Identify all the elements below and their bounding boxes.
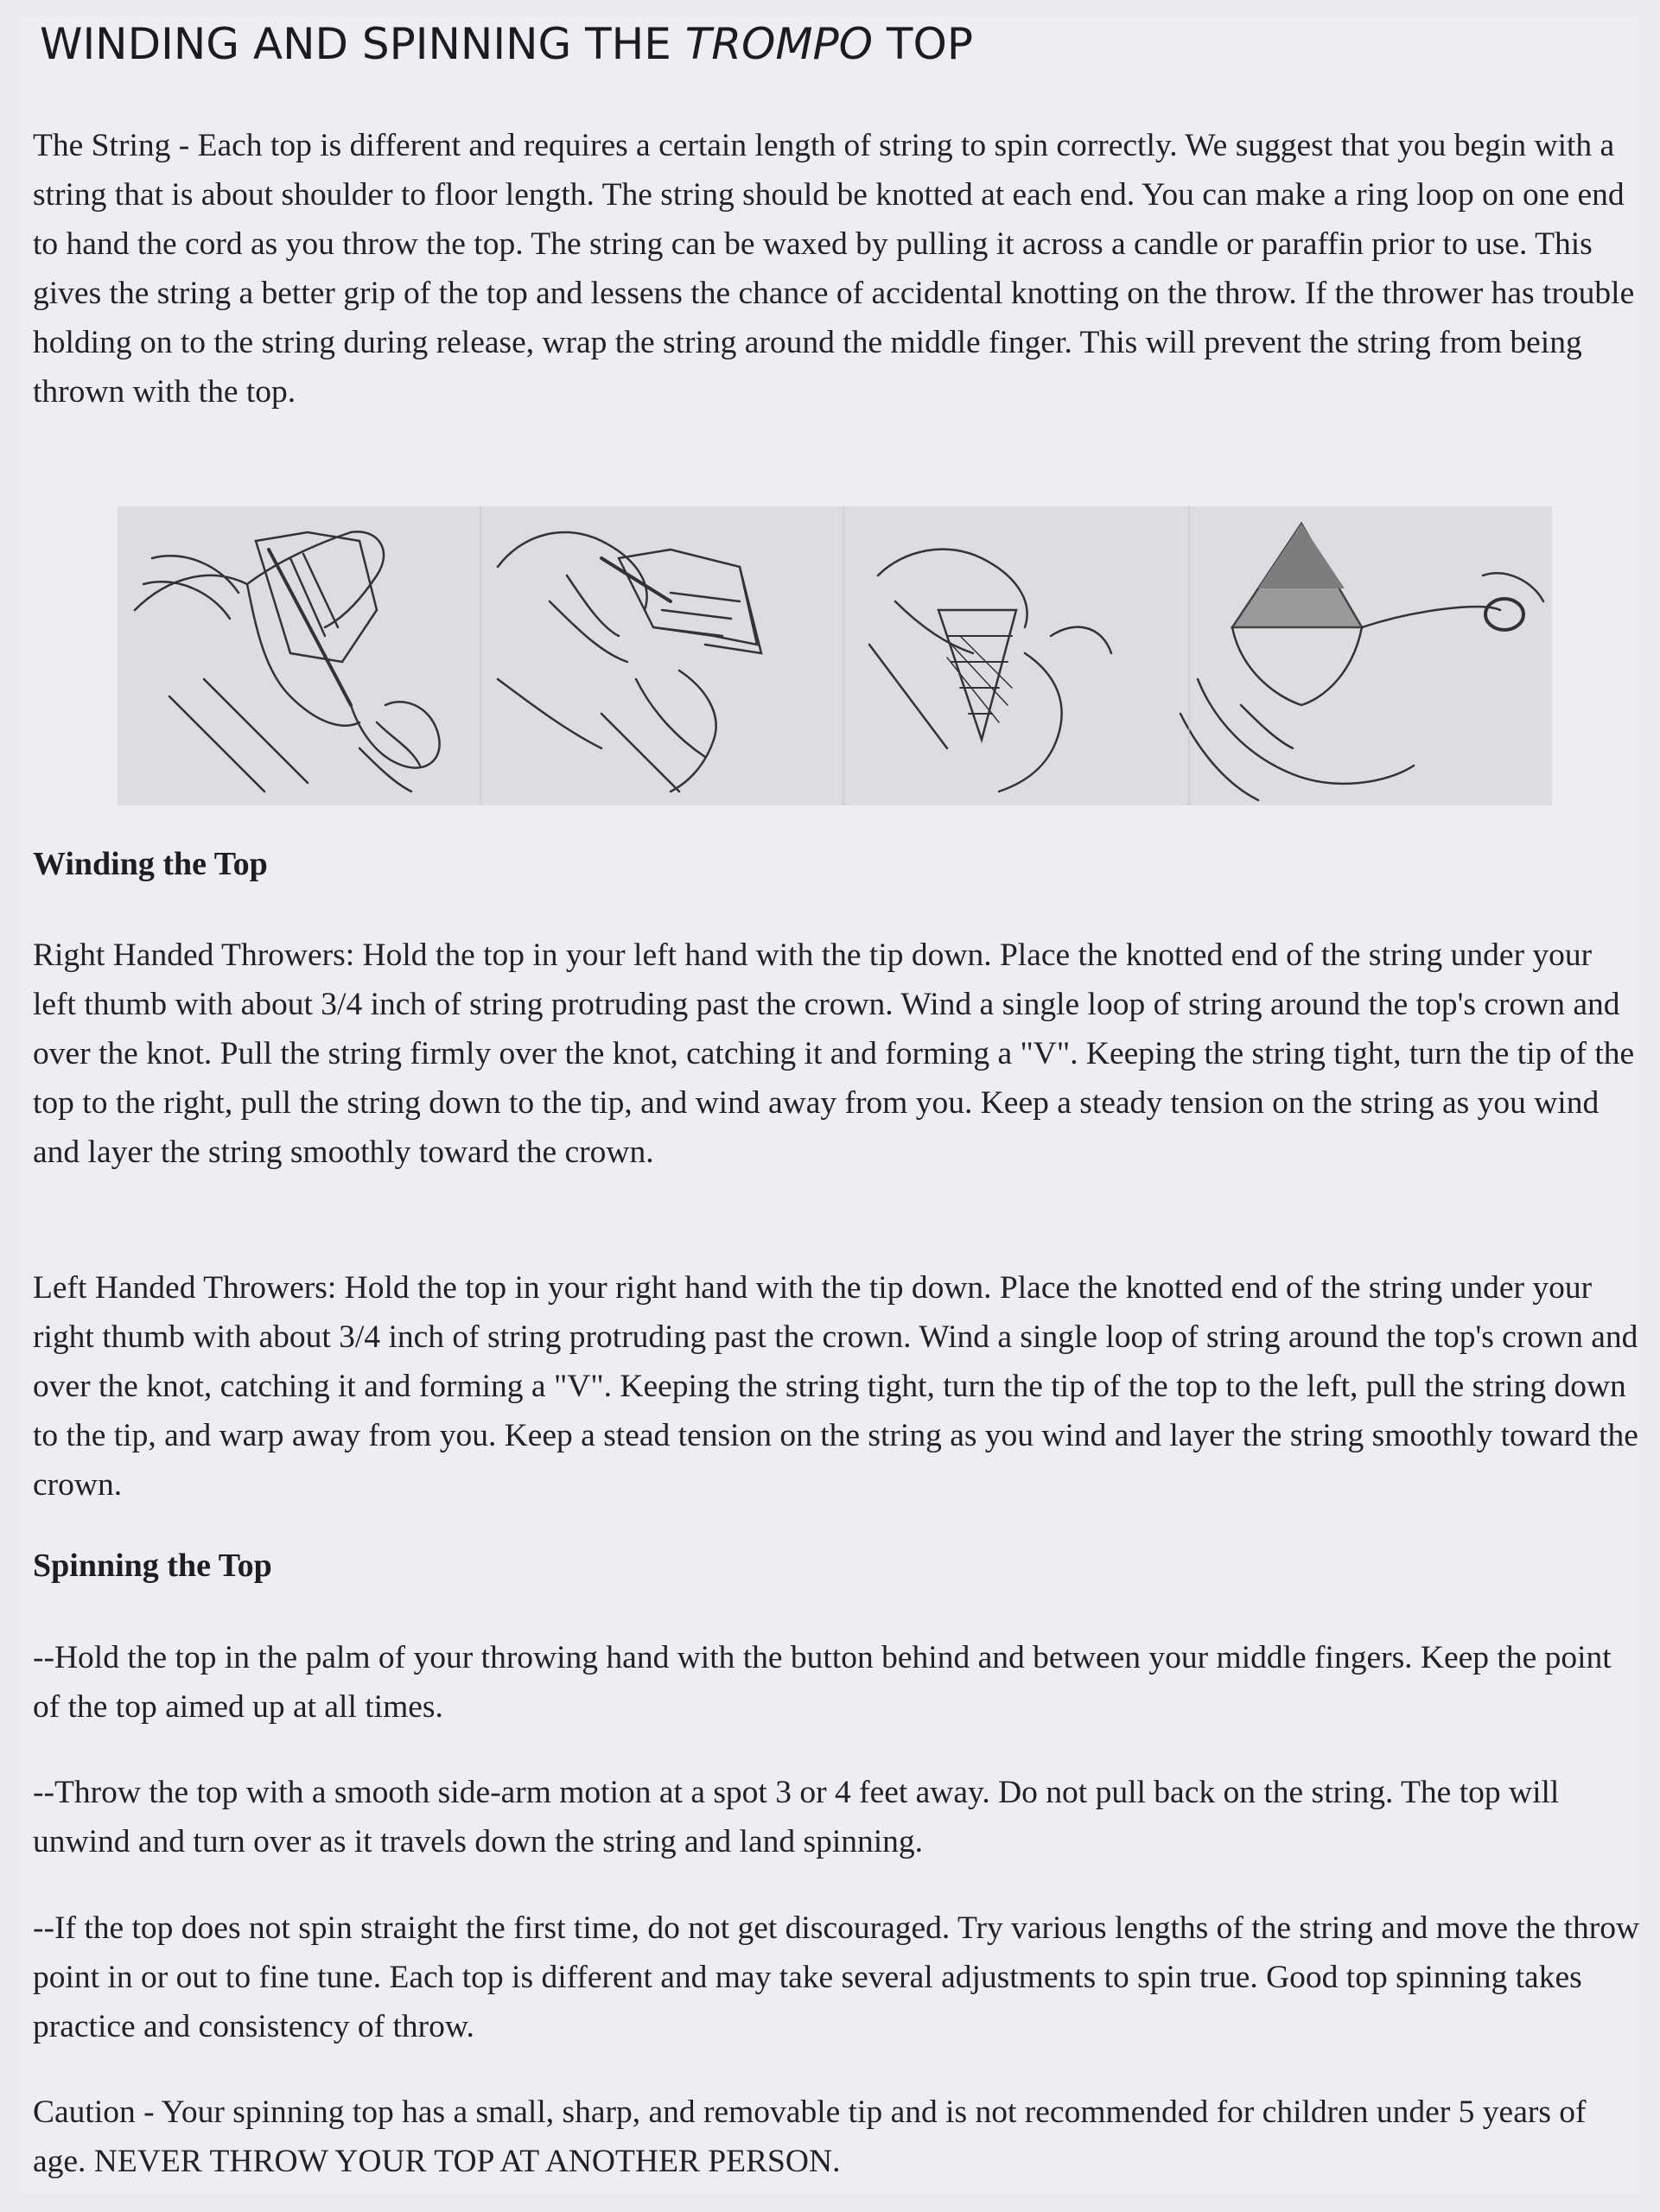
spinning-step-2: --Throw the top with a smooth side-arm motion at a spot 3 or 4 feet away. Do not pull back on the string. The top will unwind and turn over as it travels down the string and land spinning. [33,1775,1560,1859]
title-end: TOP [873,19,973,69]
spinning-step-3: --If the top does not spin straight the first time, do not get discouraged. Try various lengths of the string and move the throw point in or out to fine tune. Each top is different and may take several adjustments to spin true. Good top spinning takes practice and consistency of throw. [33,1910,1640,2044]
winding-illustration [118,506,1552,805]
panel-3-hand-icon [869,550,1111,791]
panel-1-hand-icon [135,531,440,791]
caution-paragraph: Caution - Your spinning top has a small, sharp, and removable tip and is not recommended for children under 5 years of age. NEVER THROW YOUR TOP AT ANOTHER PERSON. [33,2094,1587,2179]
spinning-step-1: --Hold the top in the palm of your throwing hand with the button behind and between your middle fingers. Keep the point of the top aimed up at all times. [33,1640,1612,1725]
panel-2-hand-icon [498,532,761,791]
winding-heading: Winding the Top [33,846,268,882]
winding-steps-drawing [118,506,1552,805]
title-italic: TROMPO [684,19,874,69]
panel-4-top-icon [1180,524,1543,800]
title-main: WINDING AND SPINNING THE [40,19,685,69]
left-handed-paragraph: Left Handed Throwers: Hold the top in your right hand with the tip down. Place the knotted end of the string under your right thumb with about 3/4 inch of string protruding past the crown. Wind a single loop of string around the top's crown and over the knot, catching it and forming a "V". Keeping the string tight, turn the tip of the top to the left, pull the string down to the tip, and warp away from you. Keep a stead tension on the string as you wind and layer the string smoothly toward the crown. [33,1270,1638,1503]
intro-paragraph: The String - Each top is different and requires a certain length of string to spin correctly. We suggest that you begin with a string that is about shoulder to floor length. The string should be knotted at each end. You can make a ring loop on one end to hand the cord as you throw the top. The string can be waxed by pulling it across a candle or paraffin prior to use. This gives the string a better grip of the top and lessens the chance of accidental knotting on the throw. If the thrower has trouble holding on to the string during release, wrap the string around the middle finger. This will prevent the string from being thrown with the top. [33,128,1635,410]
page-title [40,19,973,69]
right-handed-paragraph: Right Handed Throwers: Hold the top in your left hand with the tip down. Place the knotted end of the string under your left thumb with about 3/4 inch of string protruding past the crown. Wind a single loop of string around the top's crown and over the knot. Pull the string firmly over the knot, catching it and forming a "V". Keeping the string tight, turn the tip of the top to the right, pull the string down to the tip, and wind away from you. Keep a steady tension on the string as you wind and layer the string smoothly toward the crown. [33,938,1635,1170]
spinning-heading: Spinning the Top [33,1548,272,1584]
